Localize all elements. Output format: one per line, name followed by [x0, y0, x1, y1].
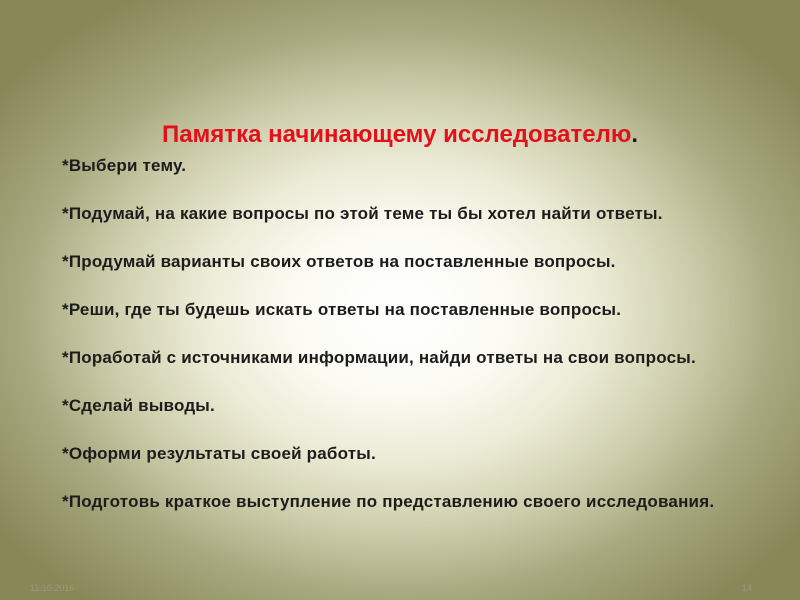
list-item: *Подготовь краткое выступление по представлению своего исследования.	[62, 492, 715, 511]
title-text: Памятка начинающему исследователю	[161, 121, 632, 148]
list-item: *Реши, где ты будешь искать ответы на поставленные вопросы.	[62, 300, 622, 319]
slide-number: 14	[741, 583, 752, 593]
list-item: *Продумай варианты своих ответов на поставленные вопросы.	[62, 252, 616, 271]
list-item: *Сделай выводы.	[62, 396, 215, 415]
list-item: *Поработай с источниками информации, найди ответы на свои вопросы.	[62, 348, 696, 367]
title-period: .	[631, 121, 639, 148]
instruction-list	[62, 155, 742, 539]
footer-date: 11.10.2016	[30, 583, 75, 593]
list-item: *Подумай, на какие вопросы по этой теме ты бы хотел найти ответы.	[62, 204, 663, 223]
list-item: *Выбери тему.	[62, 156, 187, 175]
list-item: *Оформи результаты своей работы.	[62, 444, 376, 463]
slide-title	[0, 121, 800, 149]
